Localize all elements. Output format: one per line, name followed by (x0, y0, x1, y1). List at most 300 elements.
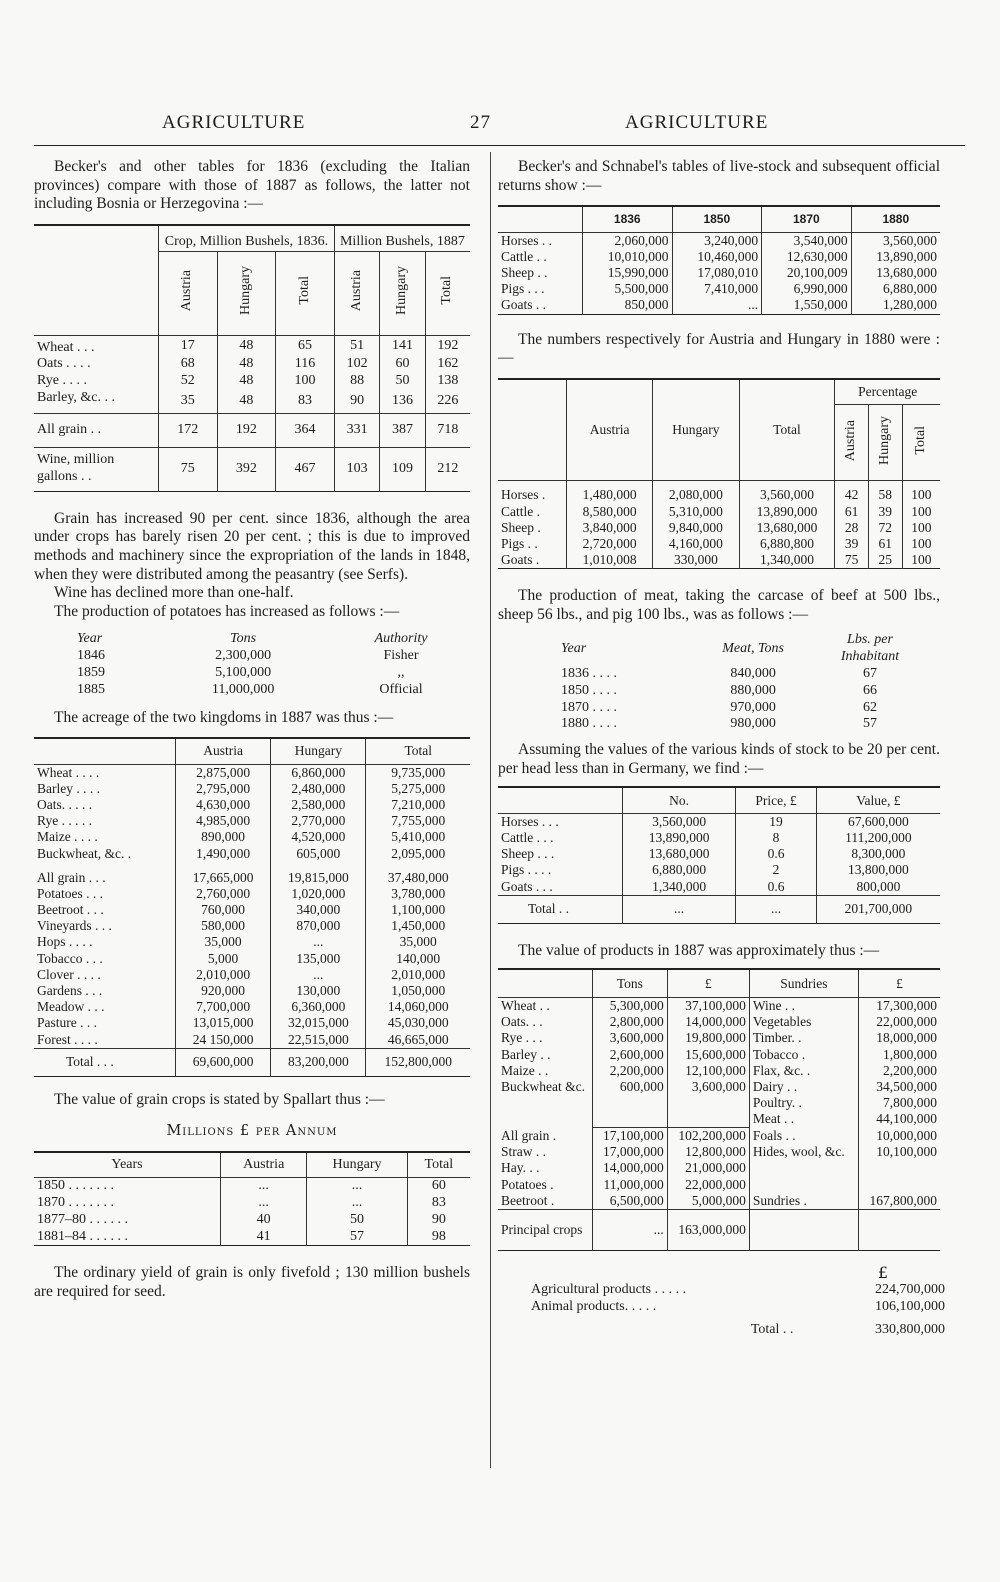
table-row (498, 265, 940, 281)
cell: 7,210,000 (366, 797, 470, 813)
row-label: Hay. . . (501, 1160, 540, 1176)
group-header-1887: Million Bushels, 1887 (334, 225, 470, 251)
row-label: Potatoes . (501, 1176, 554, 1192)
cell: 12,100,000 (667, 1063, 749, 1079)
table-row (498, 1030, 940, 1046)
row-label: Horses . (501, 487, 546, 503)
cell: 5,100,000 (215, 664, 272, 680)
cell: 14,000,000 (667, 1014, 749, 1030)
table-row (498, 1193, 940, 1210)
cell: Poultry. . (749, 1095, 858, 1111)
cell: 1,340,000 (739, 552, 835, 569)
table-row (34, 781, 470, 797)
total-label: Total . . (750, 1322, 794, 1338)
cell (858, 1209, 940, 1250)
cell: 75 (835, 552, 869, 569)
row-label: Horses . . (501, 232, 552, 248)
cell: 7,700,000 (176, 999, 271, 1015)
cell: 4,160,000 (653, 536, 739, 552)
cell: 1,450,000 (366, 918, 470, 934)
cell: 13,890,000 (851, 249, 940, 265)
table-row (34, 934, 470, 950)
row-label: 1870 . . . . . . . (37, 1195, 114, 1211)
cell: ... (271, 967, 366, 983)
row-label: 1880 . . . . (561, 716, 617, 732)
cell: 2,200,000 (593, 1063, 668, 1079)
cell: 9,735,000 (366, 764, 470, 781)
col-header: Year (561, 640, 587, 656)
header-left: AGRICULTURE (162, 112, 306, 133)
row-label: Barley . . . . (37, 780, 100, 796)
cell: 226 (425, 390, 470, 413)
cell: Foals . . (749, 1127, 858, 1144)
cell: 19 (736, 813, 817, 830)
header-rule (34, 145, 965, 146)
acreage-table (34, 737, 470, 1077)
col-header: Tons (230, 631, 257, 647)
cell: 890,000 (176, 829, 271, 845)
cell: 5,000,000 (667, 1193, 749, 1210)
cell: 2,095,000 (366, 846, 470, 862)
cell: 4,985,000 (176, 813, 271, 829)
cell: 7,410,000 (672, 281, 762, 297)
table-row (498, 1111, 940, 1127)
col-header: Tons (593, 969, 668, 997)
row-label (498, 1111, 593, 1127)
cell: 57 (863, 716, 877, 732)
cell: 15,600,000 (667, 1047, 749, 1063)
cell: 50 (307, 1212, 407, 1229)
cell: Meat . . (749, 1111, 858, 1127)
cell: 201,700,000 (816, 895, 940, 923)
paragraph: The acreage of the two kingdoms in 1887 was thus :— (54, 708, 394, 726)
cell: 2 (736, 862, 817, 878)
cell: 25 (868, 552, 902, 569)
table-row (498, 830, 940, 846)
row-label: Vineyards . . . (37, 918, 112, 934)
cell: 69,600,000 (176, 1048, 271, 1076)
cell: 111,200,000 (816, 830, 940, 846)
cell: 13,890,000 (623, 830, 736, 846)
table-row (498, 997, 940, 1014)
cell: Tobacco . (749, 1047, 858, 1063)
cell: 163,000,000 (667, 1209, 749, 1250)
table-row (34, 846, 470, 862)
cell: 39 (868, 504, 902, 520)
row-label: Pigs . . . (501, 281, 545, 297)
col-header: 1850 (672, 206, 762, 232)
right-column (498, 158, 945, 1346)
table-row (498, 1063, 940, 1079)
table-row (498, 1047, 940, 1063)
row-label: Goats . . . (501, 878, 553, 894)
table-row (34, 902, 470, 918)
cell: 4,520,000 (271, 829, 366, 845)
cell: Dairy . . (749, 1079, 858, 1095)
row-label: Maize . . (501, 1062, 549, 1078)
cell: 66 (863, 682, 877, 698)
table-row (498, 1014, 940, 1030)
cell: 60 (380, 356, 425, 373)
col-header: Austria (221, 1152, 307, 1178)
row-label: Hops . . . . (37, 934, 93, 950)
cell: 67,600,000 (816, 813, 940, 830)
cell: 83 (407, 1195, 470, 1212)
cell (749, 1209, 858, 1250)
table-row (498, 249, 940, 265)
cell: 1,490,000 (176, 846, 271, 862)
cell: 3,560,000 (623, 813, 736, 830)
cell: Vegetables (749, 1014, 858, 1030)
paragraph: Grain has increased 90 per cent. since 1836, although the area under crops has barely risen 20 per cent. ; this is due to improved methods and machinery since the expropriation of the lands in 1848, when they were distributed among the peasantry (see Serfs). (34, 509, 470, 583)
row-label: Clover . . . . (37, 966, 101, 982)
group-header-1836: Crop, Million Bushels, 1836. (159, 225, 335, 251)
table-row (34, 1212, 470, 1229)
cell: 1846 (77, 648, 105, 664)
col-header: Hungary (394, 265, 410, 315)
table-row (498, 1177, 940, 1193)
table-row (498, 813, 940, 830)
cell: 22,000,000 (858, 1014, 940, 1030)
table-row (558, 683, 918, 700)
cell: 162 (425, 356, 470, 373)
row-label: Pigs . . . . (501, 862, 552, 878)
cell: 3,600,000 (667, 1079, 749, 1095)
cell: 8,580,000 (567, 504, 653, 520)
cell: 2,580,000 (271, 797, 366, 813)
table-row (558, 716, 918, 733)
cell: 48 (217, 390, 276, 413)
cell: 61 (868, 536, 902, 552)
paragraph: Wine has declined more than one-half. (54, 584, 294, 602)
col-header: Hungary (307, 1152, 407, 1178)
cell: 60 (407, 1178, 470, 1195)
cell: 224,700,000 (875, 1282, 945, 1298)
cell: 2,480,000 (271, 781, 366, 797)
row-label: Goats . . (501, 297, 546, 313)
cell (858, 1160, 940, 1176)
table-row (34, 1229, 470, 1246)
col-header: Austria (348, 269, 364, 311)
col-header: Authority (374, 631, 428, 647)
col-header: Total (739, 379, 835, 481)
cell: 116 (276, 356, 335, 373)
cell: 10,460,000 (672, 249, 762, 265)
table-row (558, 700, 918, 717)
cell: 970,000 (730, 699, 776, 715)
cell: 13,680,000 (739, 520, 835, 536)
cell: 1,010,008 (567, 552, 653, 569)
cell: 39 (835, 536, 869, 552)
col-header: Lbs. per Inhabitant (840, 632, 900, 665)
cell: 37,480,000 (366, 870, 470, 886)
cell: 35,000 (366, 934, 470, 950)
cell: 1,050,000 (366, 983, 470, 999)
summary-table (528, 1282, 948, 1346)
intro-paragraph: Becker's and Schnabel's tables of live-stock and subsequent official returns show :— (498, 158, 940, 194)
cell: 3,780,000 (366, 886, 470, 902)
cell: 58 (868, 481, 902, 504)
cell: ... (307, 1195, 407, 1212)
cell: 83 (276, 390, 335, 413)
row-label: Barley . . (501, 1046, 551, 1062)
cell: 17,665,000 (176, 870, 271, 886)
cell: 580,000 (176, 918, 271, 934)
col-header: 1870 (762, 206, 852, 232)
table-row (34, 951, 470, 967)
cell: 14,000,000 (593, 1160, 668, 1176)
cell: 5,300,000 (593, 997, 668, 1014)
cell: Sundries . (749, 1193, 858, 1210)
cell: 2,010,000 (366, 967, 470, 983)
cell: 6,880,000 (623, 862, 736, 878)
cell: 102 (334, 356, 379, 373)
total-label: Total . . . (66, 1054, 114, 1070)
summary-unit: £ (877, 1262, 888, 1282)
table-row (34, 1015, 470, 1031)
table-row (498, 1144, 940, 1160)
meat-table (558, 632, 918, 733)
row-label: Wheat . . . . (37, 764, 100, 780)
cell: 600,000 (593, 1079, 668, 1095)
cell: 1,020,000 (271, 886, 366, 902)
cell: Official (379, 681, 423, 697)
cell: ... (221, 1178, 307, 1195)
total-value: 330,800,000 (875, 1322, 945, 1338)
percentage-header: Percentage (835, 379, 940, 405)
cell: 141 (380, 335, 425, 356)
table-row (34, 797, 470, 813)
row-label: Beetroot . . . (37, 902, 104, 918)
cell: 2,795,000 (176, 781, 271, 797)
cell: 18,000,000 (858, 1030, 940, 1046)
cell: 67 (863, 666, 877, 682)
row-label: 1836 . . . . (561, 666, 617, 682)
cell: 2,060,000 (583, 232, 673, 249)
cell: 100 (902, 481, 940, 504)
col-header: 1836 (583, 206, 673, 232)
cell: Wine . . (749, 997, 858, 1014)
row-label: Goats . (501, 552, 540, 568)
row-label: Wine, million gallons . . (37, 452, 115, 485)
cell: 13,680,000 (623, 846, 736, 862)
cell: 17,000,000 (593, 1144, 668, 1160)
table-row (34, 813, 470, 829)
cell: 22,000,000 (667, 1177, 749, 1193)
cell (749, 1177, 858, 1193)
cell: ... (623, 895, 736, 923)
row-label: Rye . . . . (37, 373, 87, 389)
row-label: Sheep . . (501, 265, 548, 281)
row-label: Buckwheat &c. (501, 1078, 585, 1094)
table-row (34, 764, 470, 781)
row-label: Rye . . . . . (37, 813, 92, 829)
cell: 3,560,000 (739, 481, 835, 504)
table-row (498, 232, 940, 249)
row-label: Agricultural products . . . . . (531, 1282, 687, 1298)
table-row (498, 520, 940, 536)
cell: 3,840,000 (567, 520, 653, 536)
cell: 331 (334, 413, 379, 447)
col-header: Years (111, 1156, 143, 1172)
row-label: Animal products. . . . . (531, 1298, 657, 1314)
table-row (34, 983, 470, 999)
row-label: All grain . . . (37, 869, 106, 885)
cell: 103 (334, 447, 379, 491)
cell: 44,100,000 (858, 1111, 940, 1127)
cell: 48 (217, 335, 276, 356)
cell: 7,800,000 (858, 1095, 940, 1111)
cell: Fisher (383, 648, 419, 664)
row-label: Buckwheat, &c. . (37, 845, 132, 861)
table-row (498, 481, 940, 504)
cell: 14,060,000 (366, 999, 470, 1015)
cell: 3,240,000 (672, 232, 762, 249)
cell: Timber. . (749, 1030, 858, 1046)
cell: ... (736, 895, 817, 923)
row-label: Straw . . (501, 1144, 546, 1160)
row-label: Pigs . . (501, 535, 538, 551)
cell: 8 (736, 830, 817, 846)
spallart-table (34, 1151, 470, 1247)
row-label: Cattle . . (501, 248, 547, 264)
cell: 6,880,000 (851, 281, 940, 297)
cell: 4,630,000 (176, 797, 271, 813)
cell: 90 (334, 390, 379, 413)
table-row (498, 1127, 940, 1144)
paragraph: The value of products in 1887 was approximately thus :— (518, 941, 880, 959)
cell: 88 (334, 373, 379, 390)
cell: 1885 (77, 681, 105, 697)
row-label: Cattle . (501, 503, 540, 519)
cell: 0.6 (736, 846, 817, 862)
cell: 90 (407, 1212, 470, 1229)
row-label: Barley, &c. . . (37, 389, 116, 405)
table-row (498, 846, 940, 862)
cell: 2,720,000 (567, 536, 653, 552)
table-row (498, 862, 940, 878)
cell: Flax, &c. . (749, 1063, 858, 1079)
paragraph: The numbers respectively for Austria and Hungary in 1880 were :— (498, 330, 940, 367)
paragraph: The ordinary yield of grain is only fivefold ; 130 million bushels are required for seed. (34, 1264, 470, 1301)
cell: 52 (159, 373, 218, 390)
cell: 13,800,000 (816, 862, 940, 878)
row-label: All grain . . (37, 421, 102, 437)
cell: 100 (902, 552, 940, 569)
row-label: Oats. . . . . (37, 796, 93, 812)
cell: 850,000 (583, 297, 673, 314)
table-row (528, 1282, 948, 1299)
cell: 330,000 (653, 552, 739, 569)
row-label: Horses . . . (501, 813, 559, 829)
row-label: Cattle . . . (501, 830, 554, 846)
cell: 20,100,009 (762, 265, 852, 281)
table-row (34, 829, 470, 845)
cell: 9,840,000 (653, 520, 739, 536)
cell: 72 (868, 520, 902, 536)
cell: 15,990,000 (583, 265, 673, 281)
cell: 75 (159, 447, 218, 491)
cell: 192 (425, 335, 470, 356)
cell: 6,880,800 (739, 536, 835, 552)
cell: 140,000 (366, 951, 470, 967)
cell: 3,560,000 (851, 232, 940, 249)
cell: 41 (221, 1229, 307, 1246)
cell: 1,550,000 (762, 297, 852, 314)
cell: 2,760,000 (176, 886, 271, 902)
cell: 340,000 (271, 902, 366, 918)
livestock-table (498, 205, 940, 314)
cell: 21,000,000 (667, 1160, 749, 1176)
paragraph: The production of potatoes has increased as follows :— (54, 602, 400, 620)
cell: 1859 (77, 664, 105, 680)
cell: 6,360,000 (271, 999, 366, 1015)
cell (858, 1177, 940, 1193)
cell: 6,860,000 (271, 764, 366, 781)
cell: 8,300,000 (816, 846, 940, 862)
cell: 10,100,000 (858, 1144, 940, 1160)
cell: 2,600,000 (593, 1047, 668, 1063)
table-row (34, 967, 470, 983)
row-label: Principal crops (498, 1209, 593, 1250)
cell: 840,000 (730, 666, 776, 682)
spallart-title: Millions £ per Annum (166, 1123, 338, 1140)
cell: 17,080,010 (672, 265, 762, 281)
col-header: Austria (567, 379, 653, 481)
cell: 17,100,000 (593, 1127, 668, 1144)
row-label: 1881–84 . . . . . . (37, 1228, 128, 1244)
cell (667, 1111, 749, 1127)
grain-1836-1887-table (34, 224, 470, 492)
cell: 13,680,000 (851, 265, 940, 281)
row-label: Sheep . (501, 519, 541, 535)
cell: 98 (407, 1229, 470, 1246)
cell: 2,080,000 (653, 481, 739, 504)
cell: 167,800,000 (858, 1193, 940, 1210)
cell: 17,300,000 (858, 997, 940, 1014)
cell: 5,500,000 (583, 281, 673, 297)
cell: 10,000,000 (858, 1127, 940, 1144)
austria-hungary-table (498, 378, 940, 569)
cell: 51 (334, 335, 379, 356)
cell: 1,800,000 (858, 1047, 940, 1063)
cell: 467 (276, 447, 335, 491)
cell: 364 (276, 413, 335, 447)
cell: 13,890,000 (739, 504, 835, 520)
cell: 870,000 (271, 918, 366, 934)
table-row (498, 281, 940, 297)
cell: Hides, wool, &c. (749, 1144, 858, 1160)
cell: 24 150,000 (176, 1032, 271, 1049)
cell: 135,000 (271, 951, 366, 967)
table-row (498, 1095, 940, 1111)
row-label: Tobacco . . . (37, 950, 103, 966)
cell: 68 (159, 356, 218, 373)
row-label: 1877–80 . . . . . . (37, 1211, 128, 1227)
cell: 35 (159, 390, 218, 413)
col-header: £ (667, 969, 749, 997)
cell: 11,000,000 (211, 681, 275, 697)
row-label: Oats. . . (501, 1014, 543, 1030)
table-row (498, 1079, 940, 1095)
row-label: Oats . . . . (37, 356, 91, 372)
cell: 6,500,000 (593, 1193, 668, 1210)
table-row (498, 536, 940, 552)
cell: 800,000 (816, 879, 940, 896)
cell: 57 (307, 1229, 407, 1246)
cell: 34,500,000 (858, 1079, 940, 1095)
col-header: Austria (176, 738, 271, 764)
